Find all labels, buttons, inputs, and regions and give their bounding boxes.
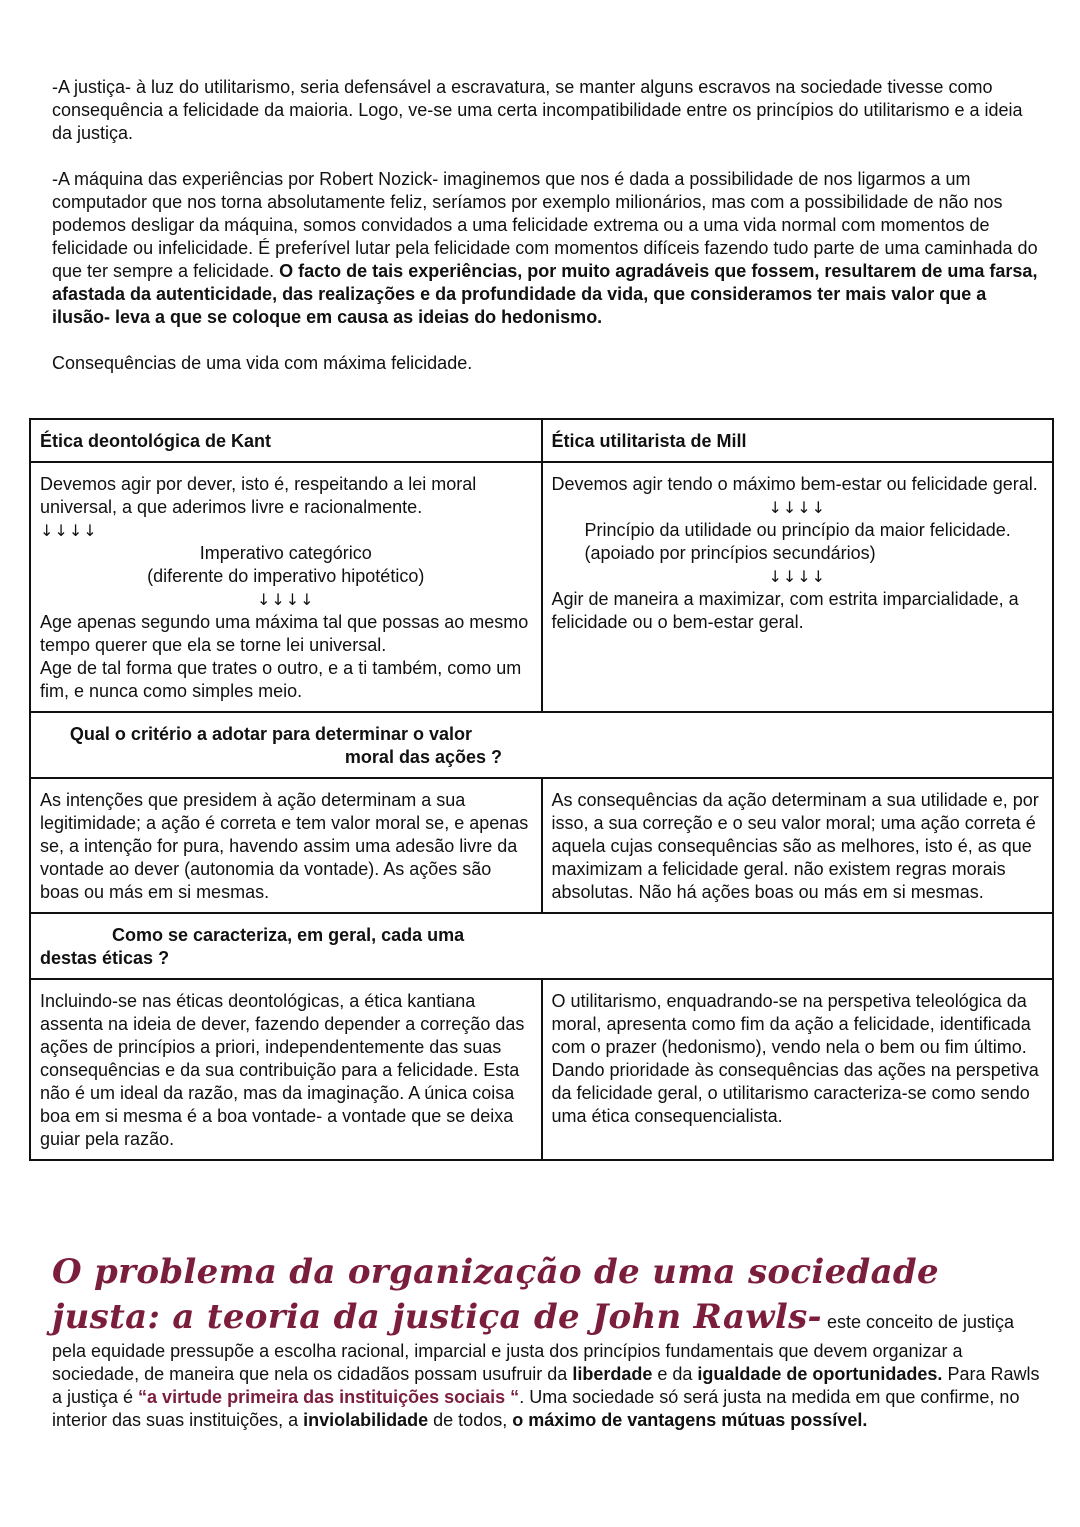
rawls-bold-vantagens: o máximo de vantagens mútuas possível. <box>512 1410 868 1430</box>
question-caracteriza-line1: Como se caracteriza, em geral, cada uma <box>112 925 465 945</box>
mill-cell-3: O utilitarismo, enquadrando-se na perspetiva teleológica da moral, apresenta como fim da ação a felicidade, identificada com o prazer (hedonismo), vendo nela o bem ou fim último. Dando prioridade às consequências das ações na perspetiva da felicidade geral, o utilitarismo caracteriza-se como sendo uma ética consequencialista. <box>542 979 1054 1160</box>
consequencias-line: Consequências de uma vida com máxima felicidade. <box>52 353 473 373</box>
down-arrows-icon: ↓↓↓↓ <box>768 498 827 517</box>
kant-fim: Age de tal forma que trates o outro, e a ti também, como um fim, e nunca como simples meio. <box>40 658 522 701</box>
table-row <box>30 712 1053 778</box>
table-row <box>30 979 1053 1160</box>
mill-agir: Agir de maneira a maximizar, com estrita imparcialidade, a felicidade ou o bem-estar geral. <box>551 589 1019 632</box>
down-arrows-icon: ↓↓↓↓ <box>256 590 315 609</box>
kant-diferente: (diferente do imperativo hipotético) <box>147 566 425 586</box>
rawls-text: este conceito de justiça pela equidade pressupõe a escolha racional, imparcial e justa dos princípios fundamentais que devem organizar a sociedade, de maneira que nela os cidadãos possam usufruir da <box>52 1312 1015 1384</box>
kant-cell-3: Incluindo-se nas éticas deontológicas, a ética kantiana assenta na ideia de dever, fazendo depender a correção das ações de princípios a priori, independentemente das suas consequências e da sua contribuição para a felicidade. Esta não é um ideal da razão, mas da imaginação. A única coisa boa em si mesma é a boa vontade- a vontade que se deixa guiar pela razão. <box>30 979 542 1160</box>
maquina-bold-text: O facto de tais experiências, por muito agradáveis que fossem, resultarem de uma farsa, afastada da autenticidade, das realizações e da profundidade da vida, que consideramos ter mais valor que a ilusão- leva a que se coloque em causa as ideias do hedonismo. <box>52 261 1038 327</box>
question-criterio-line1: Qual o critério a adotar para determinar o valor <box>69 724 473 744</box>
mill-cell-1 <box>542 462 1054 712</box>
kant-header: Ética deontológica de Kant <box>30 419 542 462</box>
kant-imperativo: Imperativo categórico <box>199 543 372 563</box>
down-arrows-icon: ↓↓↓↓ <box>768 567 827 586</box>
rawls-text: e da <box>652 1364 698 1384</box>
table-row <box>30 778 1053 913</box>
page-body <box>52 76 1042 387</box>
rawls-bold-igualdade: igualdade de oportunidades. <box>697 1364 943 1384</box>
rawls-text: Para Rawls a justiça é <box>52 1364 1040 1407</box>
mill-bem-estar-text: Devemos agir tendo o máximo bem-estar ou felicidade geral. <box>551 474 1038 494</box>
kant-maxima: Age apenas segundo uma máxima tal que possas ao mesmo tempo querer que ela se torne lei universal. <box>40 612 529 655</box>
rawls-quote: “a virtude primeira das instituições sociais “ <box>138 1387 520 1407</box>
table-row <box>30 419 1053 462</box>
rawls-text: de todos, <box>428 1410 513 1430</box>
maquina-paragraph <box>52 168 1042 329</box>
rawls-text: . Uma sociedade só será justa na medida em que confirme, no interior das suas instituições, a <box>52 1387 1020 1430</box>
question-caracteriza-line2: destas éticas ? <box>40 948 170 968</box>
justica-paragraph: -A justiça- à luz do utilitarismo, seria defensável a escravatura, se manter alguns escravos na sociedade tivesse como consequência a felicidade da maioria. Logo, ve-se uma certa incompatibilidade entre os princípios do utilitarismo e a ideia da justiça. <box>52 77 1023 143</box>
mill-principio: Princípio da utilidade ou princípio da maior felicidade. <box>584 520 1011 540</box>
question-criterio <box>30 712 1053 778</box>
mill-apoiado: (apoiado por princípios secundários) <box>584 543 876 563</box>
mill-cell-2: As consequências da ação determinam a sua utilidade e, por isso, a sua correção e o seu valor moral; uma ação correta é aquela cujas consequências são as melhores, isto é, as que maximizam a felicidade geral. não existem regras morais absolutas. Não há ações boas ou más em si mesmas. <box>542 778 1054 913</box>
rawls-bold-inviolabilidade: inviolabilidade <box>303 1410 429 1430</box>
rawls-title: O problema da organização de uma sociedade justa: a teoria da justiça de John Rawls- <box>52 1252 939 1337</box>
maquina-text: -A máquina das experiências por Robert Nozick- imaginemos que nos é dada a possibilidade de nos ligarmos a um computador que nos torna absolutamente feliz, seríamos por exemplo milionários, mas com a possibilidade de não nos podemos desligar da máquina, somos convidados a uma felicidade extrema ou a uma vida normal com momentos de felicidade ou infelicidade. É preferível lutar pela felicidade com momentos difíceis fazendo tudo parte de uma caminhada do que ter sempre a felicidade. <box>52 169 1038 281</box>
table-row <box>30 462 1053 712</box>
rawls-section <box>52 1250 1042 1432</box>
mill-header: Ética utilitarista de Mill <box>542 419 1054 462</box>
down-arrows-icon: ↓↓↓↓ <box>40 521 98 540</box>
kant-cell-1 <box>30 462 542 712</box>
question-caracteriza <box>30 913 1053 979</box>
rawls-paragraph <box>52 1250 1042 1432</box>
kant-cell-2: As intenções que presidem à ação determinam a sua legitimidade; a ação é correta e tem valor moral se, e apenas se, a intenção for pura, havendo assim uma adesão livre da vontade ao dever (autonomia da vontade). As ações são boas ou más em si mesmas. <box>30 778 542 913</box>
table-row <box>30 913 1053 979</box>
question-criterio-line2: moral das ações ? <box>344 747 502 767</box>
rawls-bold-liberdade: liberdade <box>572 1364 653 1384</box>
ethics-comparison-table <box>29 418 1054 1161</box>
kant-dever-text: Devemos agir por dever, isto é, respeitando a lei moral universal, a que aderimos livre e racionalmente. <box>40 474 477 517</box>
